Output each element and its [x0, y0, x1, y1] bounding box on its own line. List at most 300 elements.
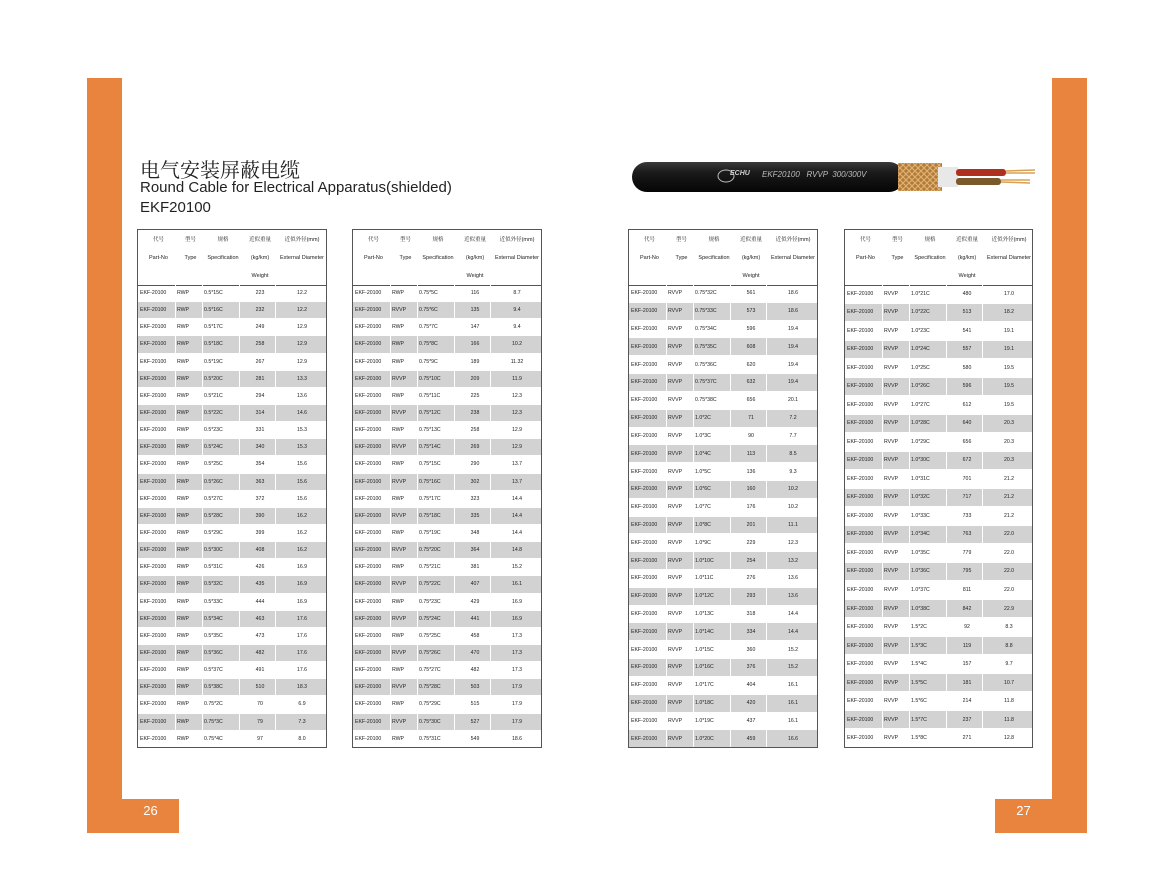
column-divider [730, 303, 731, 320]
cell-type: RVVP [884, 420, 899, 427]
column-divider [454, 336, 455, 352]
cell-type: RWP [177, 341, 190, 348]
cell-specification: 1.0*33C [911, 512, 930, 519]
column-divider [693, 463, 694, 480]
column-divider [666, 463, 667, 480]
cell-external-diameter: 9.7 [1005, 661, 1013, 668]
cell-specification: 0.75*38C [695, 397, 717, 404]
cell-specification: 1.0*16C [695, 664, 714, 671]
cell-weight: 672 [962, 457, 972, 464]
column-divider [909, 581, 910, 599]
table-header [353, 230, 541, 286]
table-row [629, 713, 817, 731]
column-divider [666, 623, 667, 640]
cell-specification: 0.75*13C [419, 427, 441, 434]
cell-type: RWP [177, 392, 190, 399]
table-row [629, 499, 817, 517]
cell-type: RVVP [884, 438, 899, 445]
cell-weight: 363 [255, 478, 265, 485]
column-divider [175, 508, 176, 524]
table-row [353, 456, 541, 473]
column-divider [239, 525, 240, 541]
cell-specification: 1.0*31C [911, 475, 930, 482]
column-divider [766, 695, 767, 712]
cable-brand-text: ECHU [730, 170, 750, 177]
cell-external-diameter: 16.1 [787, 717, 799, 724]
cell-external-diameter: 11.32 [510, 358, 524, 365]
column-divider [390, 319, 391, 335]
column-divider [417, 439, 418, 455]
column-divider [239, 354, 240, 370]
column-divider [909, 433, 910, 451]
table-row [353, 714, 541, 731]
cell-part-no: EKF-20100 [140, 512, 167, 519]
column-divider [202, 714, 203, 730]
cell-weight: 503 [470, 684, 480, 691]
cell-type: RVVP [884, 716, 899, 723]
column-divider [666, 534, 667, 551]
cell-type: RVVP [668, 361, 683, 368]
cell-type: RWP [392, 392, 405, 399]
cell-specification: 1.0*4C [695, 450, 711, 457]
column-divider [202, 371, 203, 387]
cell-part-no: EKF-20100 [847, 438, 874, 445]
table-row [629, 445, 817, 463]
cell-part-no: EKF-20100 [631, 735, 658, 742]
column-divider [666, 499, 667, 516]
cell-weight: 557 [962, 346, 972, 353]
cell-external-diameter: 13.6 [787, 593, 799, 600]
column-divider [175, 405, 176, 421]
column-divider [490, 388, 491, 404]
column-divider [946, 526, 947, 544]
cell-specification: 1.0*19C [695, 717, 714, 724]
column-divider [490, 559, 491, 575]
cell-weight: 302 [470, 478, 480, 485]
column-divider [946, 637, 947, 655]
cell-specification: 0.5*37C [204, 667, 223, 674]
cell-external-diameter: 16.1 [511, 581, 523, 588]
cell-part-no: EKF-20100 [355, 341, 382, 348]
cell-external-diameter: 8.8 [1005, 642, 1013, 649]
cell-part-no: EKF-20100 [140, 461, 167, 468]
cell-weight: 527 [470, 718, 480, 725]
cell-part-no: EKF-20100 [631, 415, 658, 422]
cell-type: RWP [392, 598, 405, 605]
table-row [629, 392, 817, 410]
cell-type: RVVP [392, 547, 407, 554]
cell-external-diameter: 9.4 [513, 307, 521, 314]
cell-specification: 0.5*17C [204, 324, 223, 331]
table-row [845, 285, 1032, 304]
cell-weight: 513 [962, 309, 972, 316]
cell-specification: 1.0*26C [911, 383, 930, 390]
cell-weight: 267 [255, 358, 265, 365]
cell-type: RVVP [668, 700, 683, 707]
cell-specification: 0.75*31C [419, 735, 441, 742]
cell-specification: 1.0*8C [695, 521, 711, 528]
cell-external-diameter: 17.6 [296, 650, 308, 657]
cell-specification: 0.75*5C [419, 290, 438, 297]
column-divider [175, 611, 176, 627]
column-divider [982, 378, 983, 396]
cell-part-no: EKF-20100 [631, 504, 658, 511]
column-divider [693, 713, 694, 730]
column-divider [882, 285, 883, 303]
cell-external-diameter: 22.0 [1003, 568, 1015, 575]
cell-part-no: EKF-20100 [847, 587, 874, 593]
cable-shield-braid [898, 163, 942, 191]
column-divider [909, 304, 910, 322]
cell-specification: 0.5*28C [204, 512, 223, 519]
column-divider [693, 285, 694, 302]
cell-specification: 1.0*10C [695, 557, 714, 564]
cell-part-no: EKF-20100 [847, 716, 874, 723]
cell-weight: 779 [962, 549, 972, 556]
column-divider [766, 552, 767, 569]
table-row [629, 356, 817, 374]
column-divider [666, 570, 667, 587]
column-divider [175, 456, 176, 472]
table-body [629, 285, 817, 747]
column-divider [390, 662, 391, 678]
column-divider [239, 371, 240, 387]
cell-external-diameter: 13.7 [511, 461, 523, 468]
cell-part-no: EKF-20100 [631, 468, 658, 475]
cell-type: RVVP [668, 343, 683, 350]
cell-part-no: EKF-20100 [847, 568, 874, 575]
column-divider [766, 428, 767, 445]
cell-type: RWP [177, 375, 190, 382]
cell-external-diameter: 19.4 [787, 361, 799, 368]
cell-specification: 1.0*15C [695, 646, 714, 653]
header-weight-line-3: Weight [958, 273, 976, 279]
cell-type: RWP [177, 512, 190, 519]
cell-weight: 482 [255, 650, 265, 657]
cell-type: RWP [392, 530, 405, 537]
cell-type: RVVP [668, 646, 683, 653]
cell-specification: 1.5*2C [911, 624, 927, 631]
cell-part-no: EKF-20100 [355, 564, 382, 571]
cell-weight: 92 [964, 624, 970, 631]
column-divider [454, 405, 455, 421]
table-row [845, 507, 1032, 526]
table-row [629, 463, 817, 481]
header-specification-line-2: Specification [698, 255, 730, 261]
cell-external-diameter: 19.5 [1003, 401, 1015, 408]
table-row [845, 692, 1032, 711]
column-divider [946, 285, 947, 303]
cell-weight: 376 [746, 664, 756, 671]
column-divider [175, 662, 176, 678]
cell-part-no: EKF-20100 [140, 684, 167, 691]
cell-external-diameter: 17.3 [511, 632, 523, 639]
table-row [629, 606, 817, 624]
cell-type: RWP [392, 341, 405, 348]
cell-part-no: EKF-20100 [847, 512, 874, 519]
column-divider [175, 628, 176, 644]
column-divider [982, 470, 983, 488]
cell-type: RVVP [884, 605, 899, 612]
cell-type: RVVP [668, 717, 683, 724]
column-divider [175, 336, 176, 352]
cell-weight: 656 [746, 397, 756, 404]
cell-external-diameter: 14.4 [787, 611, 799, 618]
cell-part-no: EKF-20100 [140, 392, 167, 399]
table-row [845, 470, 1032, 489]
column-divider [239, 302, 240, 318]
column-divider [390, 525, 391, 541]
column-divider [239, 439, 240, 455]
column-divider [666, 392, 667, 409]
cell-external-diameter: 16.2 [296, 530, 308, 537]
cell-weight: 364 [470, 547, 480, 554]
cell-weight: 404 [746, 682, 756, 689]
column-divider [693, 588, 694, 605]
column-divider [417, 696, 418, 712]
cell-type: RWP [177, 735, 190, 742]
cell-part-no: EKF-20100 [631, 308, 658, 315]
column-divider [730, 410, 731, 427]
cell-specification: 0.75*26C [419, 650, 441, 657]
cell-weight: 717 [962, 494, 972, 501]
column-divider [175, 491, 176, 507]
header-external-diameter-line-2: External Diameter [770, 255, 816, 261]
column-divider [490, 439, 491, 455]
cell-weight: 561 [746, 290, 756, 297]
header-part-no-line-2: Part-No [640, 255, 659, 261]
cell-specification: 0.75*6C [419, 307, 438, 314]
table-row [138, 645, 326, 662]
cell-specification: 0.5*25C [204, 461, 223, 468]
table-row [629, 695, 817, 713]
column-divider [909, 674, 910, 692]
cell-specification: 1.0*11C [695, 575, 714, 582]
cell-type: RWP [392, 632, 405, 639]
column-divider [175, 696, 176, 712]
cable-core-blue [956, 178, 1001, 185]
cell-type: RWP [177, 650, 190, 657]
cell-part-no: EKF-20100 [355, 632, 382, 639]
cell-specification: 0.5*24C [204, 444, 223, 451]
column-divider [417, 405, 418, 421]
cell-external-diameter: 7.7 [789, 432, 797, 439]
cell-specification: 0.75*2C [204, 701, 223, 708]
cell-specification: 0.75*36C [695, 361, 717, 368]
column-divider [766, 677, 767, 694]
cell-part-no: EKF-20100 [847, 420, 874, 427]
cell-type: RVVP [668, 468, 683, 475]
column-divider [417, 559, 418, 575]
cell-part-no: EKF-20100 [847, 642, 874, 649]
cell-weight: 842 [962, 605, 972, 612]
column-divider [882, 581, 883, 599]
cell-specification: 1.0*3C [695, 432, 711, 439]
column-divider [946, 544, 947, 562]
column-divider [202, 422, 203, 438]
column-divider [202, 611, 203, 627]
column-divider [417, 285, 418, 301]
cell-weight: 354 [255, 461, 265, 468]
cell-external-diameter: 13.6 [296, 392, 308, 399]
cell-specification: 0.5*27C [204, 495, 223, 502]
cell-type: RVVP [668, 557, 683, 564]
column-divider [693, 338, 694, 355]
cell-specification: 1.0*32C [911, 494, 930, 501]
column-divider [982, 674, 983, 692]
column-divider [666, 428, 667, 445]
header-external-diameter-line-1: 近似外径(mm) [284, 237, 320, 243]
cell-external-diameter: 11.8 [1004, 698, 1014, 705]
page-number-right: 27 [1016, 803, 1031, 818]
column-divider [417, 731, 418, 747]
cell-external-diameter: 11.9 [512, 375, 522, 382]
table-row [845, 378, 1032, 397]
table-row [138, 319, 326, 336]
cell-weight: 97 [257, 735, 263, 742]
cell-type: RVVP [392, 375, 407, 382]
column-divider [730, 499, 731, 516]
column-divider [946, 563, 947, 581]
column-divider [490, 456, 491, 472]
cell-part-no: EKF-20100 [847, 401, 874, 408]
column-divider [946, 359, 947, 377]
column-divider [882, 396, 883, 414]
cell-specification: 0.5*32C [204, 581, 223, 588]
cell-weight: 201 [746, 521, 756, 528]
header-part-no-line-1: 代号 [367, 237, 379, 243]
cell-weight: 458 [470, 632, 480, 639]
cell-weight: 372 [255, 495, 265, 502]
header-type-line-1: 型号 [399, 237, 411, 243]
cell-specification: 0.5*31C [204, 564, 223, 571]
column-divider [175, 422, 176, 438]
table-row [845, 526, 1032, 545]
spec-table-4 [844, 229, 1033, 748]
cell-type: RVVP [884, 642, 899, 649]
table-row [138, 388, 326, 405]
column-divider [982, 544, 983, 562]
column-divider [454, 491, 455, 507]
cell-type: RVVP [392, 512, 407, 519]
cell-external-diameter: 15.2 [787, 664, 799, 671]
column-divider [390, 491, 391, 507]
cell-weight: 70 [257, 701, 263, 708]
column-divider [730, 588, 731, 605]
cell-specification: 1.0*27C [911, 401, 930, 408]
left-accent-bar [87, 78, 122, 833]
cell-part-no: EKF-20100 [847, 549, 874, 556]
cell-weight: 335 [470, 512, 480, 519]
column-divider [490, 302, 491, 318]
column-divider [882, 507, 883, 525]
column-divider [175, 559, 176, 575]
column-divider [666, 481, 667, 498]
cell-part-no: EKF-20100 [355, 598, 382, 605]
column-divider [766, 713, 767, 730]
header-part-no-line-2: Part-No [856, 255, 875, 261]
column-divider [730, 677, 731, 694]
column-divider [202, 285, 203, 301]
cell-external-diameter: 19.5 [1003, 383, 1015, 390]
column-divider [666, 338, 667, 355]
header-type-line-1: 型号 [675, 237, 687, 243]
column-divider [882, 452, 883, 470]
column-divider [239, 474, 240, 490]
column-divider [909, 341, 910, 359]
column-divider [454, 731, 455, 747]
cell-external-diameter: 15.6 [296, 478, 308, 485]
column-divider [417, 611, 418, 627]
cell-specification: 1.5*3C [911, 642, 927, 649]
column-divider [490, 645, 491, 661]
cell-specification: 0.75*4C [204, 735, 223, 742]
cell-type: RVVP [668, 290, 683, 297]
column-divider [693, 481, 694, 498]
table-row [138, 679, 326, 696]
page-number-left: 26 [143, 803, 158, 818]
column-divider [909, 378, 910, 396]
cell-specification: 1.5*6C [911, 698, 927, 705]
column-divider [202, 645, 203, 661]
cell-part-no: EKF-20100 [631, 717, 658, 724]
column-divider [454, 439, 455, 455]
column-divider [666, 713, 667, 730]
column-divider [175, 594, 176, 610]
column-divider [882, 692, 883, 710]
cell-type: RVVP [392, 478, 407, 485]
column-divider [946, 415, 947, 433]
table-row [138, 611, 326, 628]
cell-weight: 608 [746, 343, 756, 350]
column-divider [490, 508, 491, 524]
cell-specification: 0.75*29C [419, 701, 441, 708]
cell-part-no: EKF-20100 [847, 309, 874, 316]
column-divider [275, 594, 276, 610]
cell-external-diameter: 10.7 [1003, 679, 1015, 686]
cell-external-diameter: 17.9 [511, 718, 523, 725]
column-divider [202, 628, 203, 644]
column-divider [766, 285, 767, 302]
column-divider [882, 470, 883, 488]
cell-external-diameter: 17.6 [296, 667, 308, 674]
column-divider [693, 641, 694, 658]
cell-external-diameter: 19.5 [1003, 364, 1015, 371]
cell-part-no: EKF-20100 [140, 427, 167, 434]
cell-part-no: EKF-20100 [847, 661, 874, 668]
column-divider [766, 730, 767, 747]
column-divider [239, 456, 240, 472]
column-divider [390, 594, 391, 610]
cell-external-diameter: 15.3 [296, 444, 308, 451]
cell-external-diameter: 12.8 [1003, 735, 1015, 742]
column-divider [239, 628, 240, 644]
cell-type: RWP [177, 547, 190, 554]
cell-part-no: EKF-20100 [847, 457, 874, 464]
cell-specification: 0.5*26C [204, 478, 223, 485]
cell-weight: 426 [255, 564, 265, 571]
cell-part-no: EKF-20100 [140, 375, 167, 382]
column-divider [766, 623, 767, 640]
table-row [629, 410, 817, 428]
cell-weight: 381 [470, 564, 480, 571]
cell-part-no: EKF-20100 [355, 444, 382, 451]
column-divider [666, 641, 667, 658]
cell-specification: 1.0*35C [911, 549, 930, 556]
table-row [353, 696, 541, 713]
cell-type: RVVP [884, 661, 899, 668]
cell-part-no: EKF-20100 [355, 512, 382, 519]
